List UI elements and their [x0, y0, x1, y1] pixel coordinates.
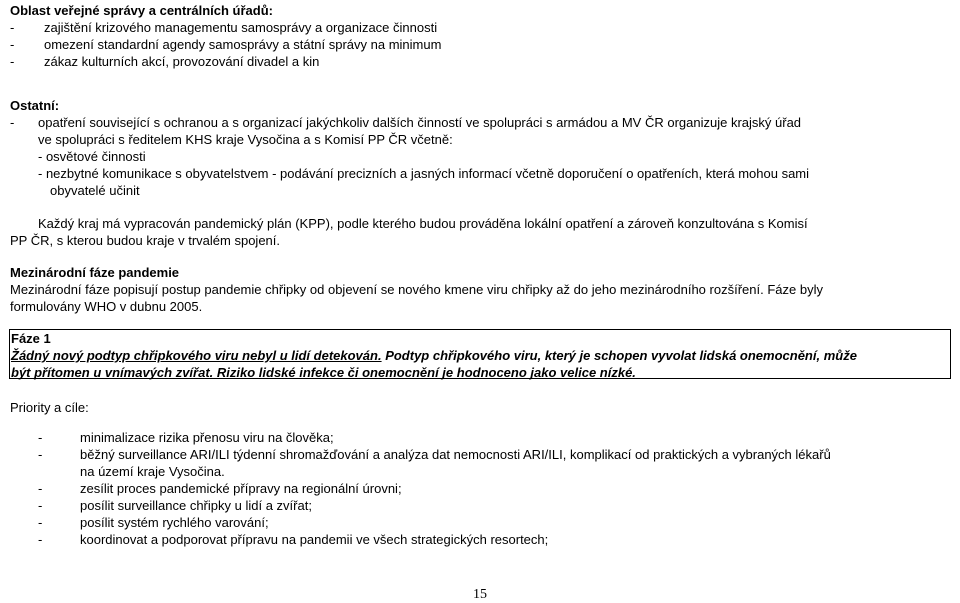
section-international-phases: Mezinárodní fáze pandemie Mezinárodní fáze popisují postup pandemie chřipky od objevení se nového kmene viru chřipky až do jeho mezinárodního rozšíření. Fáze byly formulovány WHO v dubnu 2005.	[10, 264, 948, 315]
phase-title: Fáze 1	[11, 331, 51, 346]
list-dash: -	[38, 532, 43, 547]
list-item: - omezení standardní agendy samosprávy a státní správy na minimum	[10, 37, 442, 52]
sub-item-continuation: obyvatelé učinit	[50, 183, 140, 198]
phase-description: Žádný nový podtyp chřipkového viru nebyl u lidí detekován. Podtyp chřipkového viru, který je schopen vyvolat lidská onemocnění, může	[11, 348, 857, 363]
list-dash: -	[10, 37, 15, 52]
list-item: - opatření související s ochranou a s organizací jakýchkoliv dalších činností ve spolupráci s armádou a MV ČR organizuje krajský úřad ve spolupráci s ředitelem KHS kraje Vysočina a s Komisí PP ČR včetně: - osvětové činnosti - nezbytné komunikace s obyvatelstvem - podávání precizních a jasných informací včetně doporučení o opatřeních, která mohou sami obyvatelé učinit	[10, 114, 948, 199]
section-heading: Mezinárodní fáze pandemie	[10, 265, 180, 280]
priorities-list	[10, 429, 948, 548]
list-item: - zajištění krizového managementu samosprávy a organizace činnosti	[10, 20, 438, 35]
page-number: 15	[473, 587, 487, 602]
phase-1-box	[9, 329, 951, 379]
list-dash: -	[38, 515, 43, 530]
list-dash: -	[10, 20, 15, 35]
list-dash: -	[10, 54, 15, 69]
list-item: - zákaz kulturních akcí, provozování divadel a kin	[10, 54, 320, 69]
section-public-administration	[10, 2, 948, 70]
list-item: - minimalizace rizika přenosu viru na člověka;	[38, 430, 334, 445]
section-priorities	[10, 399, 948, 416]
kpp-paragraph: Každý kraj má vypracován pandemický plán (KPP), podle kterého budou prováděna lokální opatření a zároveň konzultována s Komisí PP ČR, s kterou budou kraje v trvalém spojení.	[10, 216, 808, 248]
section-heading: Priority a cíle:	[10, 400, 89, 415]
list-dash: -	[38, 481, 43, 496]
list-item: - posílit systém rychlého varování;	[38, 515, 269, 530]
list-item: - běžný surveillance ARI/ILI týdenní shromažďování a analýza dat nemocnosti ARI/ILI, komplikací od praktických a vybraných lékařů	[38, 447, 831, 462]
section-heading: Ostatní:	[10, 98, 60, 113]
list-dash: -	[38, 430, 43, 445]
list-item: - koordinovat a podporovat přípravu na pandemii ve všech strategických resortech;	[38, 532, 549, 547]
sub-item: - nezbytné komunikace s obyvatelstvem - podávání precizních a jasných informací včetně doporučení o opatřeních, která mohou sami	[38, 166, 810, 181]
list-item-continuation: na území kraje Vysočina.	[80, 464, 225, 479]
phase-description: být přítomen u vnímavých zvířat. Riziko lidské infekce či onemocnění je hodnoceno jako velice nízké.	[11, 365, 636, 380]
list-dash: -	[38, 447, 43, 462]
section-other	[10, 97, 948, 199]
section-heading: Oblast veřejné správy a centrálních úřadů:	[10, 3, 273, 18]
list-item: - posílit surveillance chřipky u lidí a zvířat;	[38, 498, 312, 513]
list-item: - zesílit proces pandemické přípravy na regionální úrovni;	[38, 481, 402, 496]
list-dash: -	[10, 115, 15, 130]
sub-item: - osvětové činnosti	[38, 149, 146, 164]
list-dash: -	[38, 498, 43, 513]
